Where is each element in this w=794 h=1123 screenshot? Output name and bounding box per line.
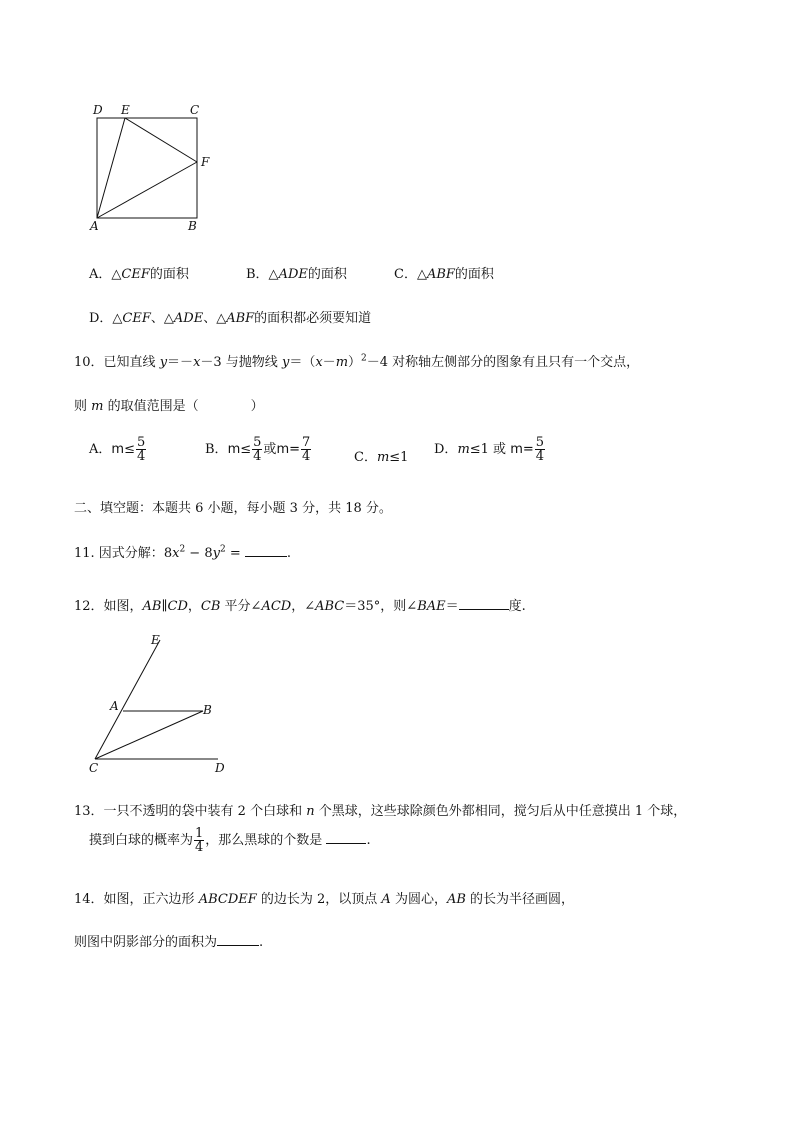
q10-option-c: C．m≤1 (354, 450, 409, 465)
answer-blank[interactable] (245, 546, 287, 557)
fig2-label-C: C (89, 761, 99, 775)
segment-AE (97, 118, 125, 218)
q9-option-c: C．△ABF的面积 (394, 267, 494, 282)
q14-line-1: 14．如图，正六边形 ABCDEF 的边长为 2，以顶点 A 为圆心，AB 的长为半径画圆， (74, 892, 575, 907)
answer-blank[interactable] (217, 935, 259, 946)
square-ABCD (97, 118, 197, 218)
figure-square-triangle (85, 100, 225, 240)
fig1-label-A: A (90, 219, 99, 233)
fraction-5-4: $\frac{5}{4}$ (253, 435, 262, 464)
q10-option-b: B．m≤ $\frac{5}{4}$ 或m= $\frac{7}{4}$ (205, 435, 311, 464)
q14-line-2: 则图中阴影部分的面积为 . (74, 935, 264, 950)
q11: 11. 因式分解：$8x^2 - 8y^2$ = . (74, 544, 292, 561)
q9-option-a: A．△CEF的面积 (89, 267, 189, 282)
fraction-7-4: $\frac{7}{4}$ (302, 435, 311, 464)
q9-option-d: D．△CEF、△ADE、△ABF的面积都必须要知道 (89, 311, 372, 326)
fig1-label-F: F (201, 155, 210, 169)
fraction-1-4: $\frac{1}{4}$ (195, 826, 204, 855)
q10-line-2: 则 m 的取值范围是（ ） (74, 399, 264, 414)
fraction-5-4: $\frac{5}{4}$ (535, 435, 545, 464)
fig1-label-E: E (121, 103, 130, 117)
q13-line-2: 摸到白球的概率为 $\frac{1}{4}$ ，那么黑球的个数是 . (89, 826, 371, 855)
fig1-label-B: B (188, 219, 197, 233)
answer-blank[interactable] (459, 599, 509, 610)
q9-option-b: B．△ADE的面积 (246, 267, 347, 282)
segment-AF (97, 162, 197, 218)
section-2-heading: 二、填空题：本题共 6 小题，每小题 3 分，共 18 分。 (74, 501, 392, 516)
fig2-label-A: A (110, 699, 119, 713)
segment-EF (125, 118, 197, 162)
fraction-5-4: $\frac{5}{4}$ (136, 435, 146, 464)
q10-line-1: 10．已知直线 y＝－x－3 与抛物线 $y=(x-m)^2-4$ 对称轴左侧部分的图象有且只有一个交点， (74, 353, 640, 370)
q12: 12．如图，AB∥CD，CB 平分∠ACD，∠ABC＝35°，则∠BAE＝ 度. (74, 599, 526, 614)
fig2-label-D: D (215, 761, 225, 775)
answer-blank[interactable] (326, 833, 366, 844)
fig2-label-B: B (203, 703, 212, 717)
q10-option-d: D．m≤1 或 m= $\frac{5}{4}$ (434, 435, 545, 464)
q13-line-1: 13．一只不透明的袋中装有 2 个白球和 n 个黑球，这些球除颜色外都相同，搅匀后从中任意摸出 1 个球， (74, 804, 687, 819)
figure-parallel-lines (85, 630, 235, 775)
fig1-label-C: C (190, 103, 200, 117)
segment-CB (95, 711, 203, 759)
q10-option-a: A．m≤ $\frac{5}{4}$ (89, 435, 146, 464)
fig1-label-D: D (93, 103, 103, 117)
fig2-label-E: E (151, 633, 160, 647)
ray-CE (95, 640, 160, 759)
